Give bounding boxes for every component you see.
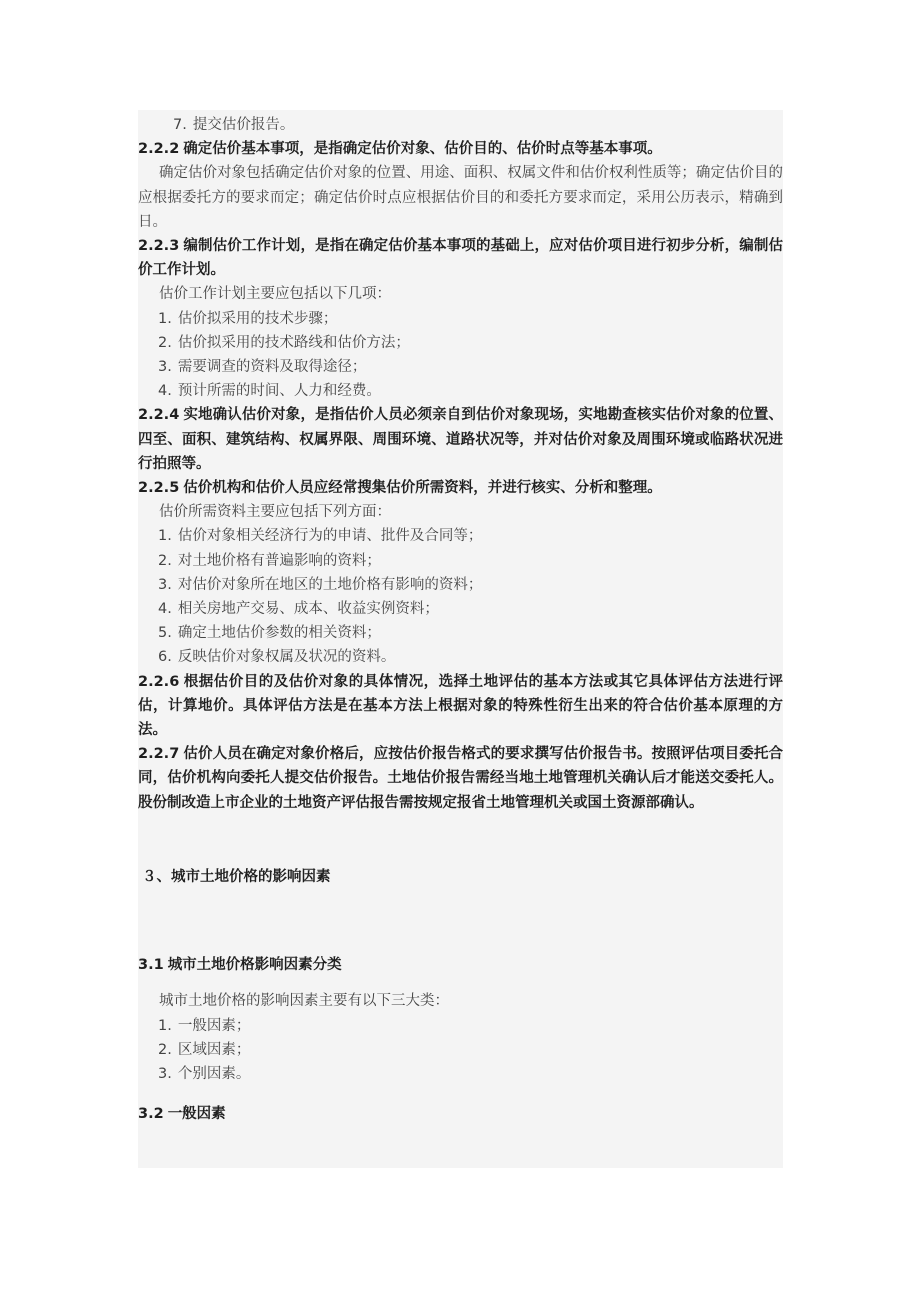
section-heading-text: 实地确认估价对象，是指估价人员必须亲自到估价对象现场，实地勘查核实估价对象的位置、四至、面积、建筑结构、权属界限、周围环境、道路状况等，并对估价对象及周围环境或临路状况进行拍照等。 <box>138 407 783 472</box>
list-item <box>138 524 783 548</box>
list-item <box>138 331 783 355</box>
section-2-2-5-intro: 估价所需资料主要应包括下列方面： <box>159 504 391 521</box>
list-item <box>138 1038 783 1062</box>
list-item <box>138 355 783 379</box>
section-number: 2.2.7 <box>138 746 180 763</box>
list-text: 预计所需的时间、人力和经费。 <box>177 383 381 400</box>
section-heading-text: 一般因素 <box>167 1106 226 1123</box>
list-item <box>138 621 783 645</box>
list-item <box>138 645 783 669</box>
list-text: 反映估价对象权属及状况的资料。 <box>177 649 396 666</box>
chapter-3-heading: ３、城市土地价格的影响因素 <box>142 868 331 885</box>
list-number: 5. <box>158 625 172 642</box>
section-2-2-3-intro: 估价工作计划主要应包括以下几项： <box>159 286 391 303</box>
list-text: 一般因素； <box>177 1017 251 1034</box>
list-item <box>138 307 783 331</box>
section-number: 2.2.3 <box>138 238 180 255</box>
document-content <box>138 113 783 1126</box>
section-number: 2.2.5 <box>138 480 180 497</box>
list-item <box>138 573 783 597</box>
list-item <box>138 379 783 403</box>
spacer <box>138 1086 783 1102</box>
spacer <box>138 977 783 989</box>
list-text: 个别因素。 <box>177 1065 251 1082</box>
section-number: 2.2.4 <box>138 407 180 424</box>
section-3-1-heading <box>138 953 783 977</box>
section-heading-text: 编制估价工作计划，是指在确定估价基本事项的基础上，应对估价项目进行初步分析，编制估价工作计划。 <box>138 238 783 279</box>
section-number: 2.2.2 <box>138 141 180 158</box>
list-text: 区域因素； <box>177 1041 251 1058</box>
list-item <box>138 1014 783 1038</box>
list-number: 3. <box>158 1065 172 1082</box>
list-item <box>138 1062 783 1086</box>
list-text: 确定土地估价参数的相关资料； <box>177 625 381 642</box>
spacer <box>138 889 783 953</box>
section-heading-text: 估价机构和估价人员应经常搜集估价所需资料，并进行核实、分析和整理。 <box>183 480 662 497</box>
section-2-2-2-heading <box>138 137 783 161</box>
list-number: 1. <box>158 528 172 545</box>
list-number: 3. <box>158 576 172 593</box>
section-3-1-intro: 城市土地价格的影响因素主要有以下三大类： <box>159 993 449 1010</box>
list-number: 4. <box>158 383 172 400</box>
section-3-2-heading <box>138 1102 783 1126</box>
section-heading-text: 城市土地价格影响因素分类 <box>167 957 342 974</box>
list-number: 4. <box>158 601 172 618</box>
list-number: 2. <box>158 552 172 569</box>
list-number: 2. <box>158 1041 172 1058</box>
section-2-2-7-heading <box>138 742 783 815</box>
list-text: 相关房地产交易、成本、收益实例资料； <box>177 601 439 618</box>
section-heading-text: 根据估价目的及估价对象的具体情况，选择土地评估的基本方法或其它具体评估方法进行评估，计算地价。具体评估方法是在基本方法上根据对象的特殊性衍生出来的符合估价基本原理的方法。 <box>138 673 783 739</box>
section-2-2-2-paragraph: 确定估价对象包括确定估价对象的位置、用途、面积、权属文件和估价权利性质等；确定估价目的应根据委托方的要求而定；确定估价时点应根据估价目的和委托方要求而定，采用公历表示，精确到日。 <box>138 165 783 230</box>
list-item <box>138 597 783 621</box>
list-number: 6. <box>158 649 172 666</box>
list-item <box>138 549 783 573</box>
section-heading-text: 估价人员在确定对象价格后，应按估价报告格式的要求撰写估价报告书。按照评估项目委托合同，估价机构向委托人提交估价报告。土地估价报告需经当地土地管理机关确认后才能送交委托人。股份制改造上市企业的土地资产评估报告需按规定报省土地管理机关或国土资源部确认。 <box>138 746 783 811</box>
section-2-2-6-heading <box>138 670 783 743</box>
section-number: 2.2.6 <box>138 673 180 690</box>
section-heading-text: 确定估价基本事项，是指确定估价对象、估价目的、估价时点等基本事项。 <box>183 141 662 158</box>
list-text: 对估价对象所在地区的土地价格有影响的资料； <box>177 576 483 593</box>
list-text: 提交估价报告。 <box>192 117 295 133</box>
list-number: 1. <box>158 310 172 327</box>
section-2-2-4-heading <box>138 403 783 476</box>
list-item-7 <box>138 113 783 137</box>
section-number: 3.2 <box>138 1106 164 1123</box>
spacer <box>138 815 783 865</box>
list-text: 估价拟采用的技术路线和估价方法； <box>177 334 410 351</box>
list-text: 估价拟采用的技术步骤； <box>177 310 338 327</box>
list-number: 7. <box>173 117 187 133</box>
list-number: 1. <box>158 1017 172 1034</box>
list-text: 需要调查的资料及取得途径； <box>177 359 367 376</box>
list-number: 2. <box>158 334 172 351</box>
list-text: 估价对象相关经济行为的申请、批件及合同等； <box>177 528 483 545</box>
section-number: 3.1 <box>138 957 164 974</box>
section-2-2-5-heading <box>138 476 783 500</box>
section-2-2-3-heading <box>138 234 783 282</box>
list-number: 3. <box>158 359 172 376</box>
list-text: 对土地价格有普遍影响的资料； <box>177 552 381 569</box>
